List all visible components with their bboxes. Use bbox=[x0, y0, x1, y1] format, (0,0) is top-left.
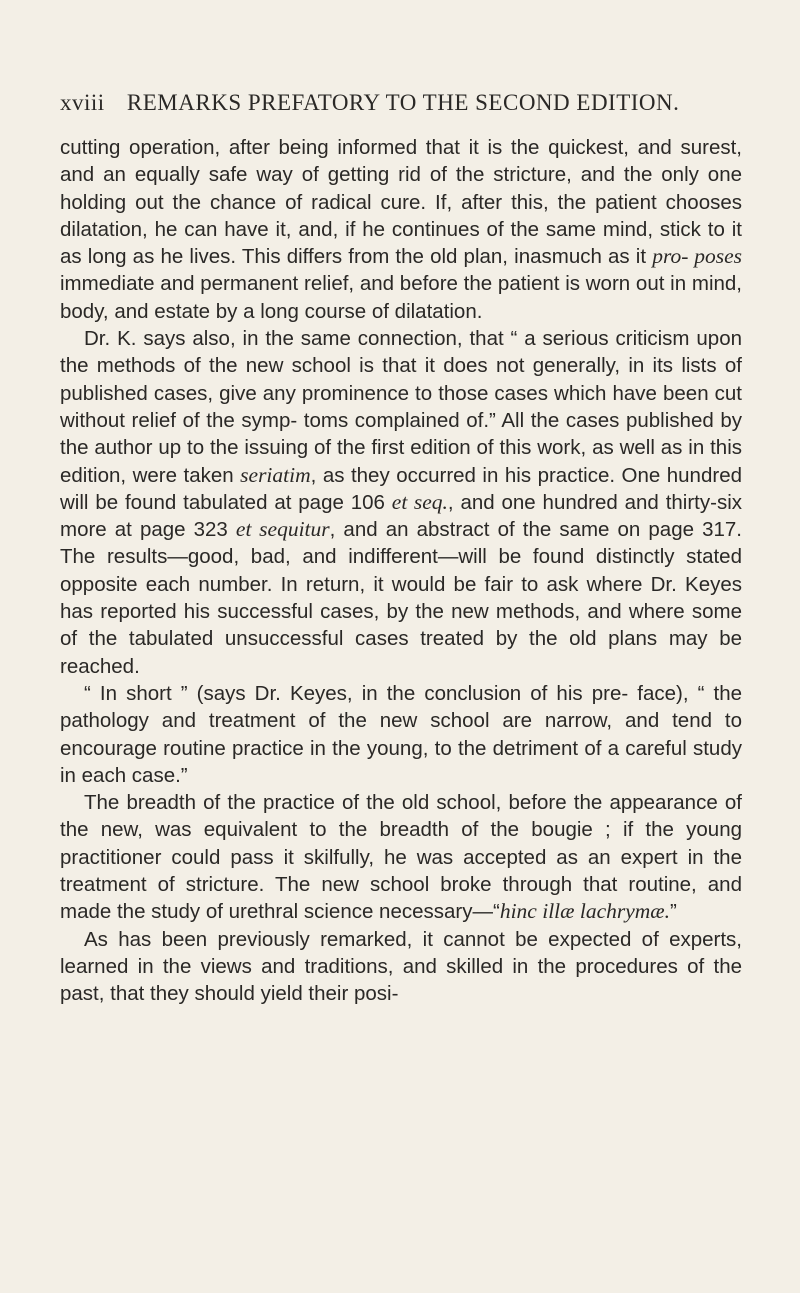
italic-run: et sequitur bbox=[235, 517, 330, 542]
italic-run: et seq. bbox=[391, 489, 448, 514]
body-text bbox=[60, 134, 742, 1008]
text-run: “ In short ” (says Dr. Keyes, in the conclusion of his pre- face), “ the pathology and treatment of the new school are narrow, and tend to encourage routine practice in the young, to the detriment of a careful study in each case.” bbox=[60, 681, 742, 787]
italic-run: seriatim bbox=[240, 462, 311, 487]
text-run: immediate and permanent relief, and before the patient is worn out in mind, body, and estate by a long course of dilatation. bbox=[60, 272, 742, 323]
text-run: As has been previously remarked, it cannot be expected of experts, learned in the views and traditions, and skilled in the procedures of the past, that they should yield their posi- bbox=[60, 927, 742, 1006]
text-run: , as they occurred in his practice. One hundred will be found tabulated at page 106 bbox=[60, 463, 742, 514]
running-head-title: REMARKS PREFATORY TO THE SECOND EDITION. bbox=[126, 90, 680, 115]
text-run: Dr. K. says also, in the same connection, that “ a serious criticism upon the methods of the new school is that it does not generally, in its lists of published cases, give any prominence to those cases which have been cut without relief of the symp- toms complained of.” All the cases published by the author up to the issuing of the first edition of this work, as well as in this edition, were taken bbox=[60, 327, 742, 487]
paragraph-2 bbox=[60, 325, 742, 680]
italic-run: hinc illæ lachrymæ. bbox=[499, 899, 671, 924]
paragraph-1 bbox=[60, 134, 742, 325]
italic-run: pro- poses bbox=[652, 244, 743, 269]
paragraph-3 bbox=[60, 680, 742, 789]
text-run: , and one hundred and thirty-six more at page 323 bbox=[60, 490, 742, 542]
text-run: , and an abstract of the same on page 317. The results—good, bad, and indifferent—will be found distinctly stated opposite each number. In return, it would be fair to ask where Dr. Keyes has reported his successful cases, by the new methods, and where some of the tabulated unsuccessful cases treated by the old plans may be reached. bbox=[60, 518, 742, 678]
page-number: xviii bbox=[60, 90, 105, 115]
text-run: ” bbox=[670, 900, 677, 924]
text-run: The breadth of the practice of the old school, before the appearance of the new, was equivalent to the breadth of the bougie ; if the young practitioner could pass it skilfully, he was accepted as an expert in the treatment of stricture. The new school broke through that routine, and made the study of urethral science necessary—“ bbox=[60, 791, 742, 924]
paragraph-5 bbox=[60, 926, 742, 1008]
running-head bbox=[60, 90, 760, 116]
paragraph-4 bbox=[60, 789, 742, 925]
text-run: cutting operation, after being informed that it is the quickest, and surest, and an equally safe way of getting rid of the stricture, and the only one holding out the chance of radical cure. If, after this, the patient chooses dilatation, he can have it, and, if he continues of the same mind, stick to it as long as he lives. This differs from the old plan, inasmuch as it bbox=[60, 136, 742, 269]
